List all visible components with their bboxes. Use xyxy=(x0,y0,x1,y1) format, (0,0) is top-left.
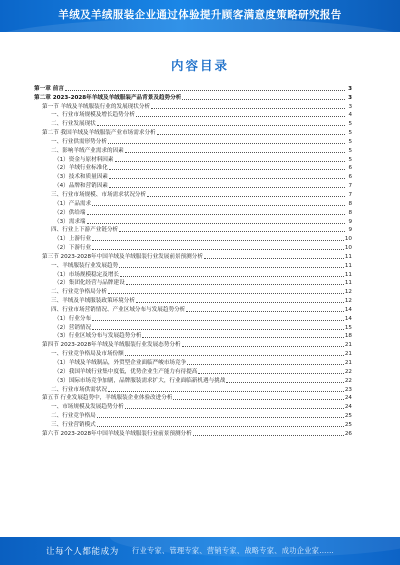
toc-dot-leader xyxy=(182,99,345,100)
toc-entry[interactable] xyxy=(34,181,352,190)
toc-entry[interactable] xyxy=(34,84,352,93)
toc-entry-page: 21 xyxy=(344,342,352,349)
toc-entry[interactable] xyxy=(34,420,352,429)
toc-entry[interactable] xyxy=(34,119,352,128)
toc-dot-leader xyxy=(147,196,345,197)
toc-entry[interactable] xyxy=(34,358,352,367)
toc-entry-title: （1）上游行业 xyxy=(54,236,92,243)
toc-entry-title: （1）羊绒及羊绒制品，外贸型企业面临严峻市场竞争 xyxy=(54,360,187,366)
toc-entry[interactable] xyxy=(34,385,352,394)
toc-dot-leader xyxy=(92,249,344,250)
toc-entry-page: 5 xyxy=(348,156,352,163)
toc-dot-leader xyxy=(119,267,344,268)
toc-entry-page: 7 xyxy=(348,191,352,198)
toc-entry-title: 一、行业竞争格局及市场份额 xyxy=(51,351,124,358)
toc-entry[interactable] xyxy=(34,287,352,296)
toc-dot-leader xyxy=(97,426,344,427)
toc-entry[interactable] xyxy=(34,376,352,385)
toc-entry[interactable] xyxy=(34,111,352,120)
toc-entry-page: 14 xyxy=(344,306,352,313)
toc-entry-title: （2）下游行业 xyxy=(54,245,92,252)
toc-entry-title: 第五节 行业发展趋势中，羊绒服装企业体验改进分析 xyxy=(42,395,173,402)
toc-dot-leader xyxy=(226,382,344,383)
toc-dot-leader xyxy=(182,346,344,347)
toc-entry[interactable] xyxy=(34,305,352,314)
toc-dot-leader xyxy=(186,311,344,312)
toc-entry[interactable] xyxy=(34,296,352,305)
toc-entry-page: 3 xyxy=(348,103,352,110)
toc-entry-title: 二、影响羊绒产业需求的因素 xyxy=(51,147,124,154)
toc-entry[interactable] xyxy=(34,349,352,358)
toc-entry-title: （2）我国羊绒行业集中度低，优势企业生产能力有待提高 xyxy=(54,368,198,375)
toc-entry-title: 第四节 2023-2028年羊绒及羊绒服装行业发展态势分析 xyxy=(42,342,181,349)
toc-entry-page: 21 xyxy=(344,360,352,366)
toc-entry-page: 5 xyxy=(348,138,352,145)
toc-dot-leader xyxy=(92,205,345,206)
toc-entry-page: 5 xyxy=(348,147,352,154)
toc-entry-title: 三、行业市场规模、市场需求状况分析 xyxy=(51,191,147,198)
toc-entry[interactable] xyxy=(34,155,352,164)
toc-dot-leader xyxy=(198,373,343,374)
toc-entry[interactable] xyxy=(34,137,352,146)
report-header-banner xyxy=(0,0,400,32)
toc-entry[interactable] xyxy=(34,394,352,403)
toc-entry-title: 二、行业竞争格局 xyxy=(51,413,96,420)
toc-entry[interactable] xyxy=(34,279,352,288)
toc-dot-leader xyxy=(92,320,344,321)
toc-entry-title: 第二节 我国羊绒及羊绒服装产业市场需求分析 xyxy=(42,130,156,137)
toc-heading: 内容目录 xyxy=(170,58,229,73)
toc-entry-title: 二、行业竞争格局分析 xyxy=(51,289,107,296)
toc-entry-page: 8 xyxy=(348,200,352,207)
toc-entry-page: 25 xyxy=(344,421,352,428)
toc-dot-leader xyxy=(173,399,343,400)
toc-dot-leader xyxy=(187,364,344,365)
toc-entry[interactable] xyxy=(34,243,352,252)
toc-dot-leader xyxy=(125,152,345,153)
toc-entry-page: 8 xyxy=(348,209,352,216)
toc-dot-leader xyxy=(109,169,345,170)
toc-entry-page: 3 xyxy=(348,94,352,101)
toc-dot-leader xyxy=(193,435,344,436)
toc-dot-leader xyxy=(142,337,343,338)
toc-entry-page: 12 xyxy=(344,289,352,296)
toc-entry[interactable] xyxy=(34,402,352,411)
toc-entry-page: 7 xyxy=(348,183,352,190)
toc-entry-page: 11 xyxy=(344,271,352,278)
toc-dot-leader xyxy=(120,276,344,277)
toc-dot-leader xyxy=(157,134,345,135)
toc-entry-title: 四、行业上下游产业链分析 xyxy=(51,227,119,234)
toc-dot-leader xyxy=(97,125,345,126)
toc-dot-leader xyxy=(109,178,345,179)
toc-entry[interactable] xyxy=(34,323,352,332)
toc-entry-title: （3）行业区域分布与发展趋势分析 xyxy=(54,333,142,340)
toc-entry[interactable] xyxy=(34,217,352,226)
toc-entry-title: 二、行业发展现状 xyxy=(51,121,96,128)
toc-entry[interactable] xyxy=(34,234,352,243)
toc-dot-leader xyxy=(136,302,344,303)
toc-entry-title: 第一节 羊绒及羊绒服装行业的发展现状分析 xyxy=(42,103,151,110)
toc-entry-page: 9 xyxy=(348,218,352,225)
toc-entry[interactable] xyxy=(34,332,352,341)
toc-dot-leader xyxy=(92,329,344,330)
toc-entry-page: 15 xyxy=(344,324,352,331)
toc-dot-leader xyxy=(125,355,344,356)
toc-entry[interactable] xyxy=(34,270,352,279)
toc-entry-page: 9 xyxy=(348,227,352,234)
toc-entry-page: 3 xyxy=(348,85,352,92)
toc-entry-title: （4）品牌和营销因素 xyxy=(54,183,108,190)
toc-entry-page: 21 xyxy=(344,351,352,358)
toc-entry[interactable] xyxy=(34,429,352,438)
toc-entry-page: 4 xyxy=(348,112,352,119)
toc-entry-title: （3）技术和质量因素 xyxy=(54,174,108,181)
toc-entry-page: 24 xyxy=(344,404,352,411)
toc-entry-title: 二、行业市场供需状况 xyxy=(51,386,107,393)
toc-entry-page: 24 xyxy=(344,395,352,402)
toc-entry-page: 6 xyxy=(348,165,352,172)
toc-dot-leader xyxy=(115,161,346,162)
toc-entry-title: （2）集团化经营与品牌建设 xyxy=(54,280,125,287)
toc-entry-page: 23 xyxy=(344,386,352,393)
toc-entry-page: 25 xyxy=(344,413,352,420)
toc-dot-leader xyxy=(108,143,345,144)
toc-entry[interactable] xyxy=(34,146,352,155)
table-of-contents xyxy=(34,84,352,438)
toc-entry[interactable] xyxy=(34,190,352,199)
toc-entry-page: 6 xyxy=(348,174,352,181)
toc-dot-leader xyxy=(109,187,345,188)
toc-dot-leader xyxy=(126,284,344,285)
toc-entry[interactable] xyxy=(34,314,352,323)
toc-entry-page: 5 xyxy=(348,130,352,137)
toc-entry-title: （1）产品需求 xyxy=(54,200,92,207)
toc-entry-title: 一、行业供需形势分析 xyxy=(51,138,107,145)
toc-entry-title: （2）营销情况 xyxy=(54,324,92,331)
toc-entry-page: 12 xyxy=(344,298,352,305)
toc-entry-title: 第三节 2023-2028年中国羊绒及羊绒服装行业发展前景预测分析 xyxy=(42,253,203,260)
report-title: 羊绒及羊绒服装企业通过体验提升顾客满意度策略研究报告 xyxy=(58,9,342,21)
toc-entry[interactable] xyxy=(34,93,352,102)
toc-entry-title: （2）供给端 xyxy=(54,209,86,216)
toc-entry-title: （1）资金与原材料因素 xyxy=(54,156,114,163)
toc-entry[interactable] xyxy=(34,164,352,173)
toc-dot-leader xyxy=(204,258,344,259)
toc-entry-title: 第一章 前言 xyxy=(34,85,64,92)
toc-entry-title: （3）国际市场竞争加剧，品牌服装需求扩大，行业面临新机遇与挑战 xyxy=(54,377,226,384)
toc-dot-leader xyxy=(87,214,345,215)
toc-entry-title: 第二章 2023-2028年羊绒及羊绒服装产品背景及趋势分析 xyxy=(34,94,182,101)
toc-entry-page: 5 xyxy=(348,121,352,128)
toc-entry-title: 一、市场规模及发展趋势分析 xyxy=(51,404,124,411)
toc-entry[interactable] xyxy=(34,172,352,181)
toc-dot-leader xyxy=(119,231,345,232)
toc-entry[interactable] xyxy=(34,252,352,261)
toc-entry[interactable] xyxy=(34,411,352,420)
toc-entry-title: （1）市场规模稳定及增长 xyxy=(54,271,120,278)
toc-entry-page: 18 xyxy=(344,333,352,340)
toc-dot-leader xyxy=(108,293,344,294)
toc-entry-page: 11 xyxy=(344,280,352,287)
toc-entry-title: 一、羊绒服装行业发展趋势 xyxy=(51,262,119,269)
toc-entry-title: （2）羊绒行业标准化 xyxy=(54,165,108,172)
toc-entry-title: 一、行业市场规模及增长趋势分析 xyxy=(51,112,135,119)
toc-entry[interactable] xyxy=(34,208,352,217)
toc-entry-title: （3）需求端 xyxy=(54,218,86,225)
toc-entry[interactable] xyxy=(34,226,352,235)
toc-entry-page: 22 xyxy=(344,377,352,384)
footer-slogan: 让每个人都能成为 xyxy=(46,547,119,557)
toc-dot-leader xyxy=(92,240,344,241)
toc-entry-page: 26 xyxy=(344,430,352,437)
toc-entry-page: 11 xyxy=(344,253,352,260)
toc-entry[interactable] xyxy=(34,340,352,349)
toc-entry[interactable] xyxy=(34,199,352,208)
toc-dot-leader xyxy=(65,90,345,91)
toc-dot-leader xyxy=(87,223,345,224)
toc-entry-page: 22 xyxy=(344,368,352,375)
toc-entry-page: 11 xyxy=(344,262,352,269)
toc-dot-leader xyxy=(97,417,344,418)
toc-entry-title: 三、羊绒及羊绒服装政策环境分析 xyxy=(51,298,135,305)
toc-entry-title: 四、行业市场营销情况、产业区域分布与发展趋势分析 xyxy=(51,306,186,313)
toc-entry[interactable] xyxy=(34,261,352,270)
toc-entry[interactable] xyxy=(34,367,352,376)
toc-entry-page: 10 xyxy=(344,236,352,243)
toc-dot-leader xyxy=(125,408,344,409)
toc-dot-leader xyxy=(136,116,345,117)
toc-entry[interactable] xyxy=(34,128,352,137)
toc-entry-title: 第六节 2023-2028年中国羊绒及羊绒服装行业前景预测分析 xyxy=(42,430,192,437)
toc-entry[interactable] xyxy=(34,102,352,111)
toc-entry-page: 10 xyxy=(344,245,352,252)
toc-dot-leader xyxy=(151,108,345,109)
toc-entry-title: （1）行业分布 xyxy=(54,315,92,322)
toc-entry-title: 三、行业营销模式 xyxy=(51,421,96,428)
footer-banner xyxy=(0,537,400,565)
toc-entry-page: 14 xyxy=(344,315,352,322)
footer-roles: 行业专家、管理专家、营销专家、战略专家、成功企业家…… xyxy=(132,546,335,555)
toc-dot-leader xyxy=(108,391,344,392)
